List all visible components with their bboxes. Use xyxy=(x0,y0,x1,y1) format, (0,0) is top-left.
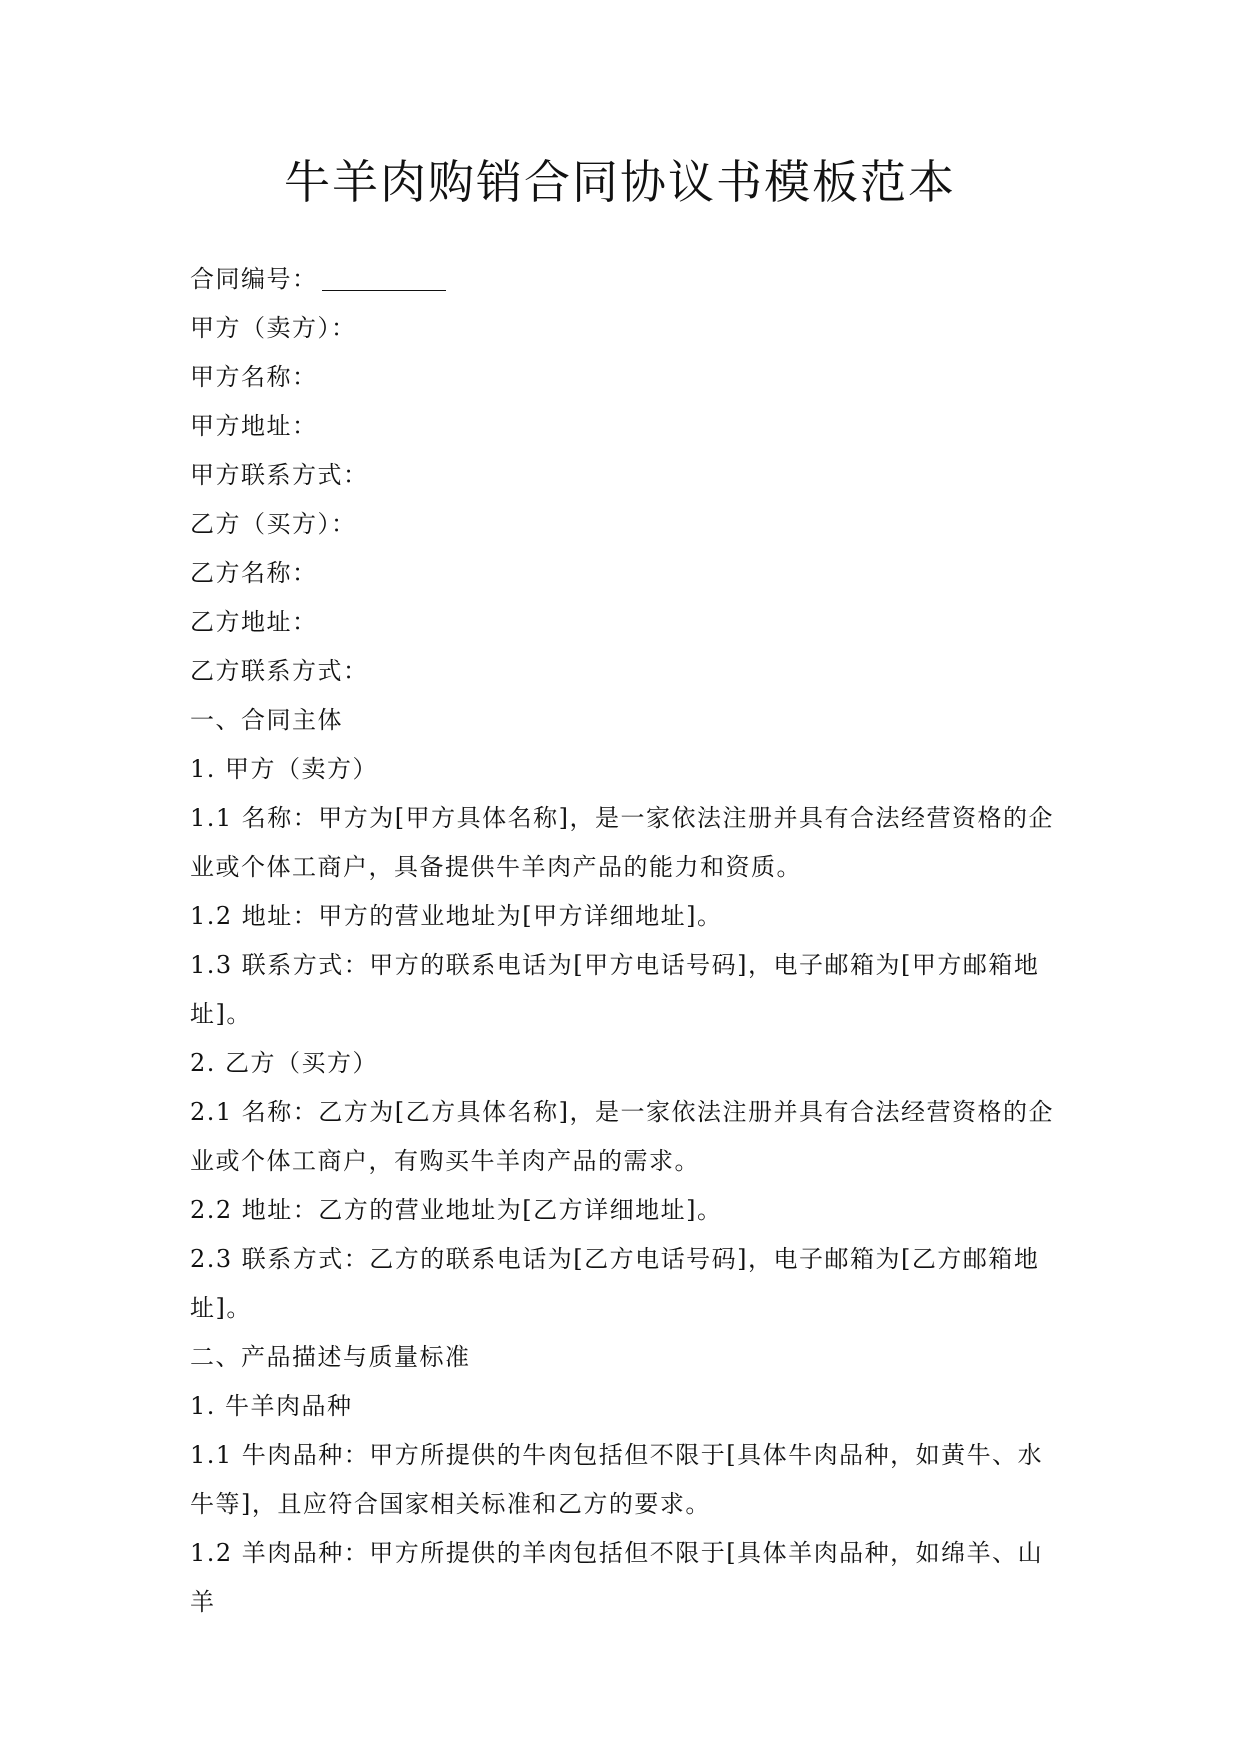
party-b-contact-field: 乙方联系方式： xyxy=(190,657,369,685)
clause-paragraph: 2.3 联系方式：乙方的联系电话为[乙方电话号码]，电子邮箱为[乙方邮箱地址]。 xyxy=(190,1245,1040,1322)
party-b-address-field: 乙方地址： xyxy=(190,608,318,636)
subsection-heading: 2. 乙方（买方） xyxy=(190,1049,379,1077)
party-b-name-field: 乙方名称： xyxy=(190,559,318,587)
party-a-heading: 甲方（卖方）： xyxy=(190,314,357,342)
party-a-name-field: 甲方名称： xyxy=(190,363,318,391)
party-b-heading: 乙方（买方）： xyxy=(190,510,357,538)
clause-paragraph: 1.2 羊肉品种：甲方所提供的羊肉包括但不限于[具体羊肉品种，如绵羊、山羊 xyxy=(190,1539,1044,1616)
document-body xyxy=(190,255,1060,1627)
document-title: 牛羊肉购销合同协议书模板范本 xyxy=(284,155,956,209)
clause-paragraph: 2.1 名称：乙方为[乙方具体名称]，是一家依法注册并具有合法经营资格的企业或个体工商户，有购买牛羊肉产品的需求。 xyxy=(190,1098,1055,1175)
clause-paragraph: 1.1 牛肉品种：甲方所提供的牛肉包括但不限于[具体牛肉品种，如黄牛、水牛等]，且应符合国家相关标准和乙方的要求。 xyxy=(190,1441,1044,1518)
contract-number-label: 合同编号： xyxy=(190,265,318,293)
clause-paragraph: 1.3 联系方式：甲方的联系电话为[甲方电话号码]，电子邮箱为[甲方邮箱地址]。 xyxy=(190,951,1040,1028)
clause-paragraph: 1.1 名称：甲方为[甲方具体名称]，是一家依法注册并具有合法经营资格的企业或个体工商户，具备提供牛羊肉产品的能力和资质。 xyxy=(190,804,1055,881)
party-a-contact-field: 甲方联系方式： xyxy=(190,461,369,489)
subsection-heading: 1. 牛羊肉品种 xyxy=(190,1392,353,1420)
clause-paragraph: 1.2 地址：甲方的营业地址为[甲方详细地址]。 xyxy=(190,902,723,930)
contract-number-blank xyxy=(322,260,446,291)
section-heading-2: 二、产品描述与质量标准 xyxy=(190,1343,471,1371)
party-a-address-field: 甲方地址： xyxy=(190,412,318,440)
subsection-heading: 1. 甲方（卖方） xyxy=(190,755,379,783)
section-heading-1: 一、合同主体 xyxy=(190,706,343,734)
contract-number-line xyxy=(190,255,1060,304)
clause-paragraph: 2.2 地址：乙方的营业地址为[乙方详细地址]。 xyxy=(190,1196,723,1224)
